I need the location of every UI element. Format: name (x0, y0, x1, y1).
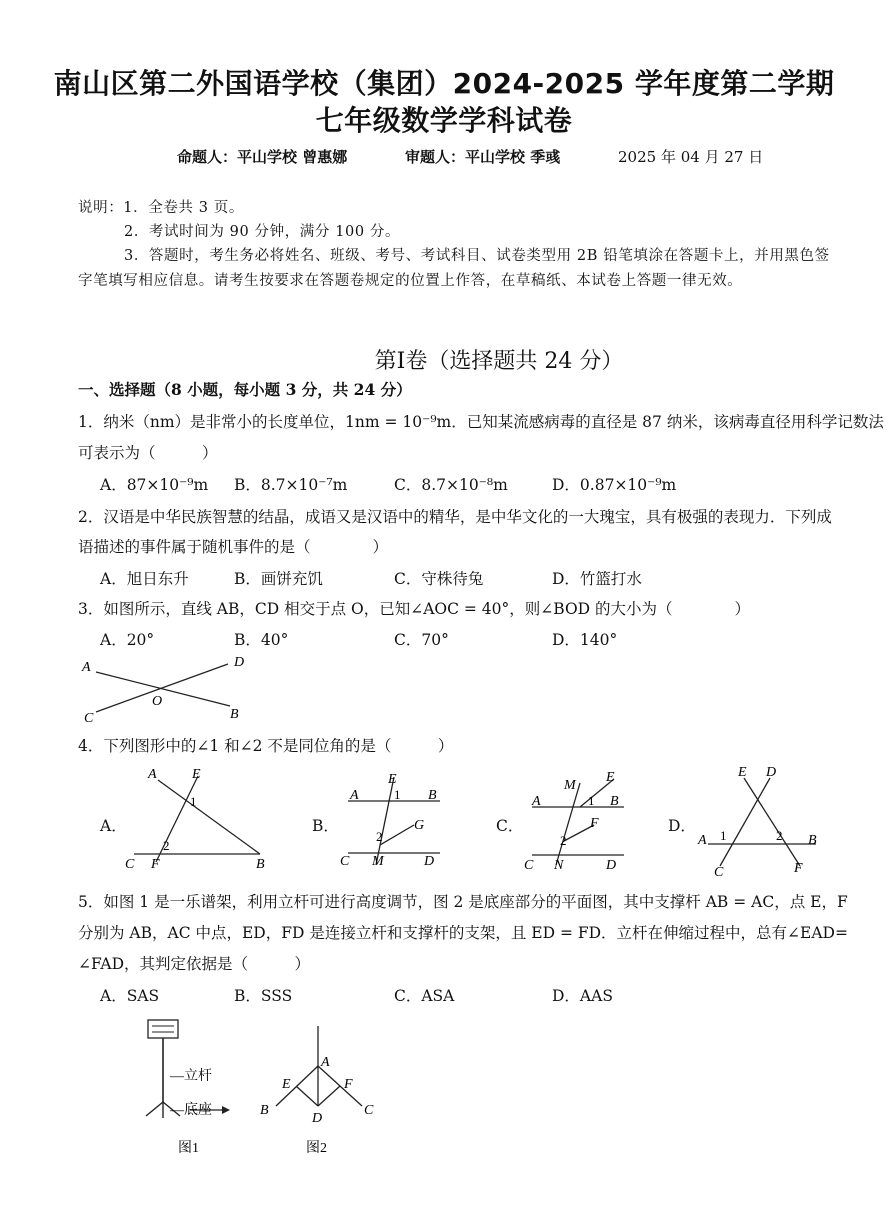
svg-text:B: B (256, 857, 265, 872)
svg-text:M: M (564, 778, 576, 793)
q3-option-d[interactable]: D．140° (552, 631, 618, 649)
note-3a: 3．答题时，考生务必将姓名、班级、考号、考试科目、试卷类型用 2B 铅笔填涂在答题卡上，并用黑色签 (124, 248, 830, 264)
note-1: 说明：1．全卷共 3 页。 (78, 200, 244, 216)
svg-text:B: B (610, 794, 619, 809)
q3-stem: 3．如图所示，直线 AB，CD 相交于点 O，已知∠AOC = 40°，则∠BOD 的大小为（ ） (78, 600, 751, 618)
svg-text:A: A (321, 1055, 330, 1070)
q1-stem-1: 1．纳米（nm）是非常小的长度单位，1nm = 10⁻⁹m．已知某流感病毒的直径是 87 纳米，该病毒直径用科学记数法 (78, 413, 884, 431)
author: 命题人：平山学校 曾惠娜 (177, 148, 348, 166)
q4-option-b[interactable]: B． (312, 817, 339, 835)
svg-text:A: A (148, 767, 157, 782)
svg-text:2: 2 (560, 833, 567, 848)
q4-figure-b (336, 765, 456, 875)
note-2: 2．考试时间为 90 分钟，满分 100 分。 (124, 224, 401, 240)
q2-option-b[interactable]: B．画饼充饥 (234, 570, 323, 588)
q2-option-c[interactable]: C．守株待兔 (394, 570, 484, 588)
svg-text:D: D (606, 858, 617, 873)
stand-sheet-icon (148, 1020, 178, 1038)
q5-stem-1: 5．如图 1 是一乐谱架，利用立杆可进行高度调节，图 2 是底座部分的平面图，其中支撑杆 AB = AC，点 E，F (78, 893, 848, 911)
q3-label-c: C (84, 711, 94, 726)
svg-text:C: C (364, 1103, 374, 1118)
q1-option-c[interactable]: C．8.7×10⁻⁸m (394, 476, 508, 494)
exam-date: 2025 年 04 月 27 日 (618, 148, 764, 166)
svg-text:A: A (350, 788, 359, 803)
svg-text:—立杆: —立杆 (170, 1069, 212, 1084)
q1-option-a[interactable]: A．87×10⁻⁹m (100, 476, 209, 494)
exam-subtitle: 七年级数学学科试卷 (315, 104, 573, 137)
svg-text:图2: 图2 (306, 1141, 327, 1156)
q2-option-a[interactable]: A．旭日东升 (100, 570, 189, 588)
svg-text:F: F (590, 816, 599, 831)
q3-label-o: O (152, 694, 163, 709)
q1-stem-2: 可表示为（ ） (78, 444, 218, 462)
q5-option-b[interactable]: B．SSS (234, 987, 293, 1005)
svg-text:F: F (794, 861, 803, 876)
svg-text:E: E (388, 772, 397, 787)
svg-text:1: 1 (394, 787, 401, 802)
q3-label-d: D (234, 655, 245, 670)
svg-text:D: D (766, 765, 777, 780)
svg-text:G: G (414, 818, 425, 833)
svg-text:B: B (428, 788, 437, 803)
q3-option-c[interactable]: C．70° (394, 631, 449, 649)
part-heading: 一、选择题（8 小题，每小题 3 分，共 24 分） (78, 380, 412, 399)
q4-figure-d (690, 760, 830, 880)
exam-title: 南山区第二外国语学校（集团）2024-2025 学年度第二学期 (53, 67, 835, 100)
svg-text:2: 2 (376, 829, 383, 844)
q3-label-a: A (82, 660, 91, 675)
q4-option-d[interactable]: D． (668, 817, 696, 835)
svg-text:E: E (606, 770, 615, 785)
reviewer: 审题人：平山学校 季彧 (405, 148, 561, 166)
svg-text:D: D (312, 1111, 323, 1126)
svg-text:E: E (282, 1077, 291, 1092)
svg-text:2: 2 (776, 828, 783, 843)
section-title: 第Ⅰ卷（选择题共 24 分） (374, 349, 624, 374)
note-3b: 字笔填写相应信息。请考生按要求在答题卷规定的位置上作答，在草稿纸、本试卷上答题一律无效。 (78, 273, 743, 289)
svg-text:M: M (372, 854, 384, 869)
svg-text:A: A (532, 794, 541, 809)
q4-option-c[interactable]: C． (496, 817, 524, 835)
svg-text:1: 1 (720, 828, 727, 843)
svg-text:N: N (554, 858, 564, 873)
svg-text:A: A (698, 833, 707, 848)
svg-text:2: 2 (163, 838, 170, 853)
q4-figure-a (120, 762, 280, 872)
q5-option-c[interactable]: C．ASA (394, 987, 455, 1005)
svg-text:—底座: —底座 (170, 1103, 212, 1118)
q4-option-a[interactable]: A． (100, 817, 127, 835)
q3-option-b[interactable]: B．40° (234, 631, 289, 649)
q4-figure-c (520, 765, 640, 875)
q2-option-d[interactable]: D．竹篮打水 (552, 570, 642, 588)
svg-text:B: B (260, 1103, 269, 1118)
q5-stem-2: 分别为 AB，AC 中点，ED，FD 是连接立杆和支撑杆的支架，且 ED = FD．立杆在伸缩过程中，总有∠EAD= (78, 924, 848, 942)
svg-text:1: 1 (588, 793, 595, 808)
svg-text:E: E (192, 767, 201, 782)
q5-stem-3: ∠FAD，其判定依据是（ ） (78, 955, 311, 973)
q4-stem: 4．下列图形中的∠1 和∠2 不是同位角的是（ ） (78, 737, 454, 755)
svg-text:F: F (344, 1077, 353, 1092)
svg-text:C: C (340, 854, 350, 869)
svg-text:F: F (151, 857, 160, 872)
q1-option-b[interactable]: B．8.7×10⁻⁷m (234, 476, 348, 494)
q5-figure-1 (130, 1012, 270, 1162)
svg-text:C: C (125, 857, 135, 872)
q5-option-d[interactable]: D．AAS (552, 987, 613, 1005)
q5-figure-2 (258, 1020, 388, 1160)
q2-stem-2: 语描述的事件属于随机事件的是（ ） (78, 538, 389, 556)
q5-option-a[interactable]: A．SAS (100, 987, 160, 1005)
svg-text:C: C (524, 858, 534, 873)
q2-stem-1: 2．汉语是中华民族智慧的结晶，成语又是汉语中的精华，是中华文化的一大瑰宝，具有极强的表现力．下列成 (78, 508, 832, 526)
svg-text:图1: 图1 (178, 1141, 199, 1156)
svg-text:1: 1 (190, 794, 197, 809)
q3-label-b: B (230, 707, 239, 722)
q3-figure (78, 650, 278, 730)
svg-text:D: D (424, 854, 435, 869)
svg-text:E: E (738, 765, 747, 780)
svg-text:B: B (808, 833, 817, 848)
svg-text:C: C (714, 865, 724, 880)
q1-option-d[interactable]: D．0.87×10⁻⁹m (552, 476, 677, 494)
q3-option-a[interactable]: A．20° (100, 631, 155, 649)
